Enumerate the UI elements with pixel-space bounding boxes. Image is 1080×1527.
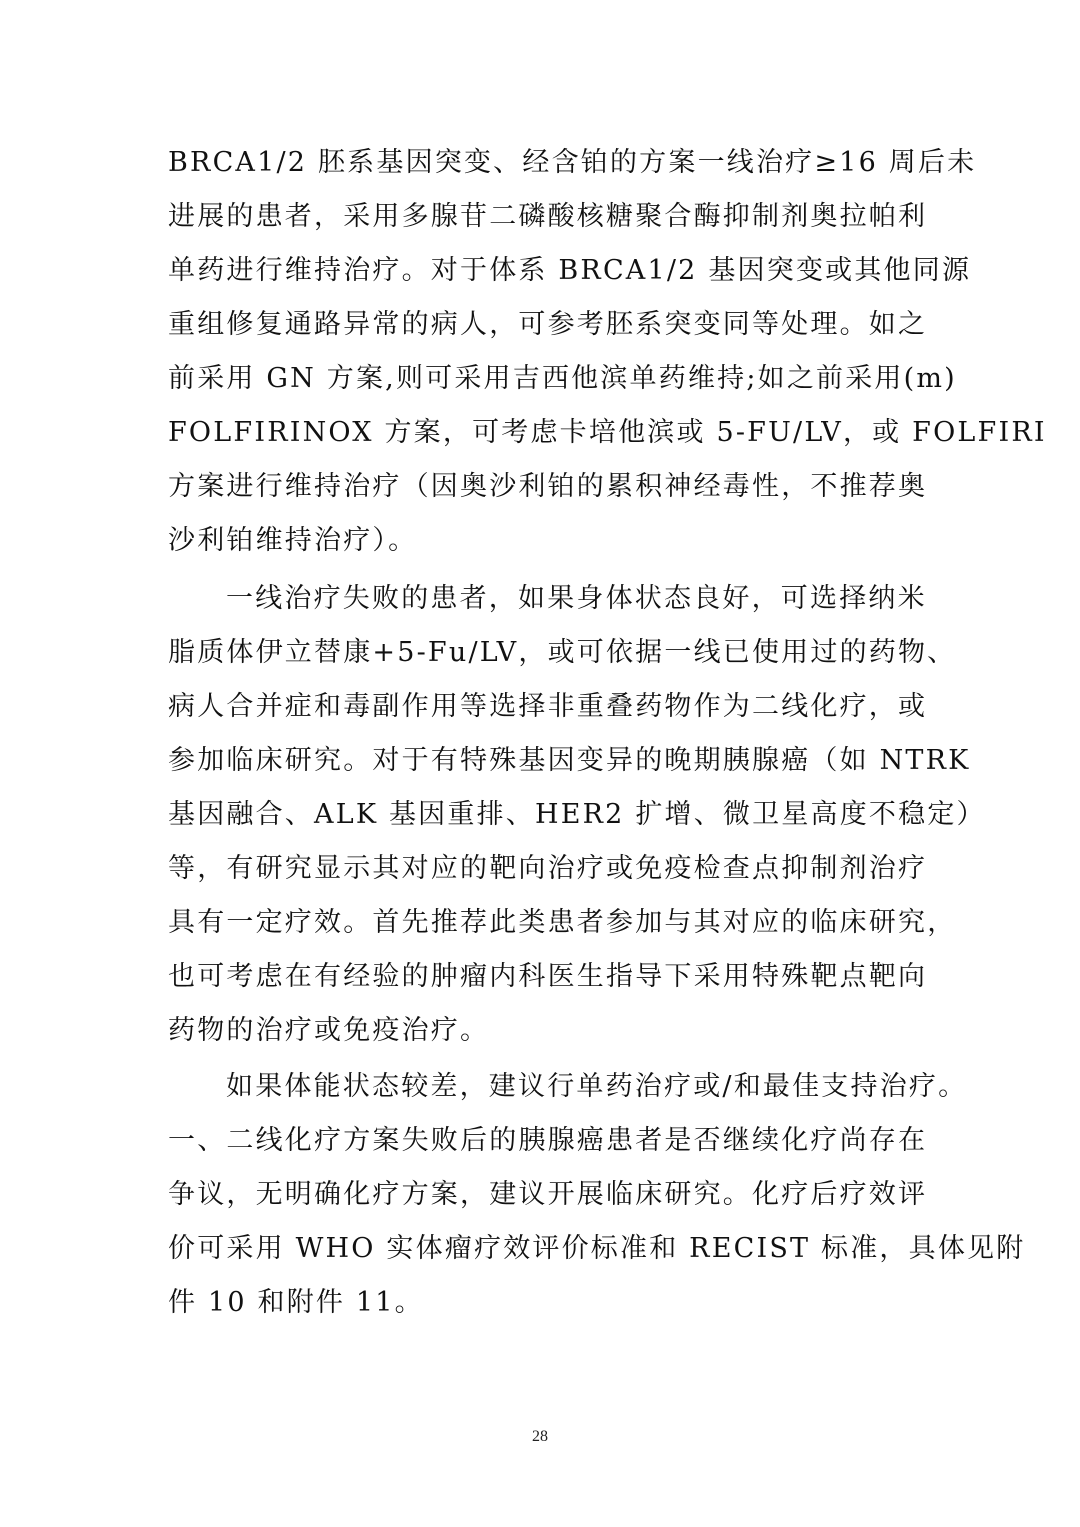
- text-line: 一线治疗失败的患者，如果身体状态良好，可选择纳米: [226, 583, 927, 614]
- text-line: 一、二线化疗方案失败后的胰腺癌患者是否继续化疗尚存在: [168, 1125, 928, 1156]
- text-line: 脂质体伊立替康+5-Fu/LV，或可依据一线已使用过的药物、: [168, 637, 957, 668]
- text-line: 药物的治疗或免疫治疗。: [168, 1015, 490, 1046]
- text-line: 单药进行维持治疗。对于体系 BRCA1/2 基因突变或其他同源: [168, 255, 972, 286]
- text-line: 沙利铂维持治疗）。: [168, 525, 418, 556]
- text-line: 如果体能状态较差，建议行单药治疗或/和最佳支持治疗。: [226, 1071, 968, 1102]
- text-line: 方案进行维持治疗（因奥沙利铂的累积神经毒性，不推荐奥: [168, 471, 928, 502]
- text-line: 件 10 和附件 11。: [168, 1287, 424, 1318]
- text-line: FOLFIRINOX 方案，可考虑卡培他滨或 5-FU/LV，或 FOLFIRI: [168, 417, 1047, 448]
- text-line: 重组修复通路异常的病人，可参考胚系突变同等处理。如之: [168, 309, 928, 340]
- text-line: 争议，无明确化疗方案，建议开展临床研究。化疗后疗效评: [168, 1179, 928, 1210]
- text-line: 前采用 GN 方案,则可采用吉西他滨单药维持;如之前采用(m): [168, 363, 957, 394]
- text-line: 也可考虑在有经验的肿瘤内科医生指导下采用特殊靶点靶向: [168, 961, 928, 992]
- text-line: 进展的患者，采用多腺苷二磷酸核糖聚合酶抑制剂奥拉帕利: [168, 201, 928, 232]
- text-line: BRCA1/2 胚系基因突变、经含铂的方案一线治疗≥16 周后未: [168, 147, 977, 178]
- text-line: 病人合并症和毒副作用等选择非重叠药物作为二线化疗，或: [168, 691, 928, 722]
- text-line: 参加临床研究。对于有特殊基因变异的晚期胰腺癌（如 NTRK: [168, 745, 971, 776]
- text-line: 等，有研究显示其对应的靶向治疗或免疫检查点抑制剂治疗: [168, 853, 928, 884]
- text-line: 具有一定疗效。首先推荐此类患者参加与其对应的临床研究，: [168, 907, 957, 938]
- text-line: 基因融合、ALK 基因重排、HER2 扩增、微卫星高度不稳定）: [168, 799, 986, 830]
- text-line: 价可采用 WHO 实体瘤疗效评价标准和 RECIST 标准，具体见附: [168, 1233, 1026, 1264]
- page-number: 28: [532, 1428, 548, 1445]
